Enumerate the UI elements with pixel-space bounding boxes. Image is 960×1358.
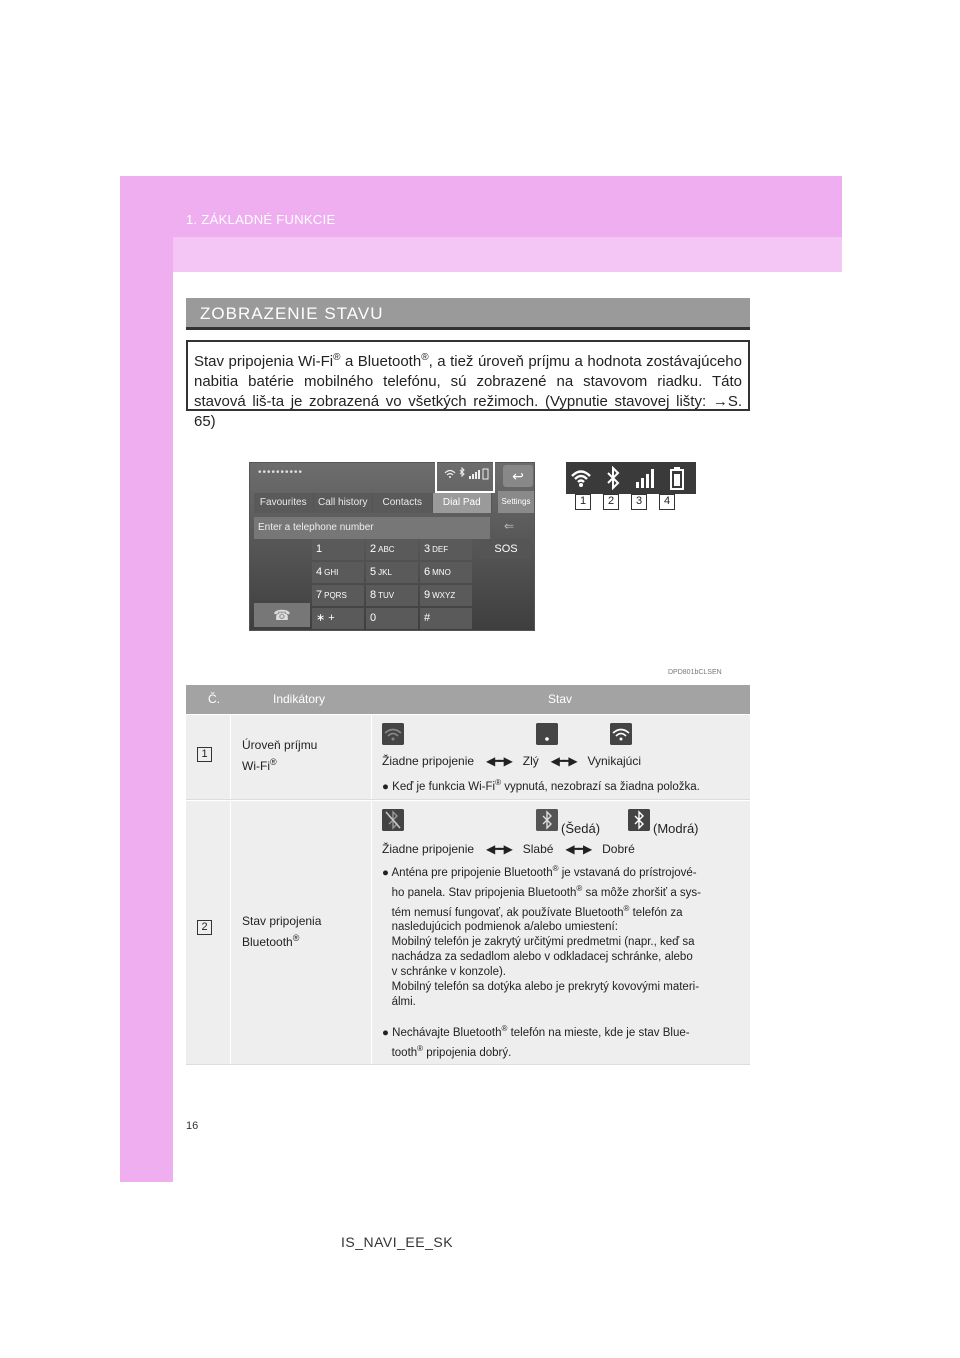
key-digit: 4: [316, 566, 323, 578]
intro-text-2: a Bluetooth: [340, 353, 422, 370]
bluetooth-blue-icon: [628, 809, 650, 831]
key-digit: 9: [424, 589, 431, 601]
back-button[interactable]: ↩: [503, 465, 533, 487]
bluetooth-none-icon: [382, 809, 404, 831]
wifi-weak-icon: [536, 723, 558, 745]
scale-weak: Slabé: [522, 842, 554, 856]
key-letters: GHI: [324, 568, 339, 577]
battery-icon: [666, 466, 688, 490]
key-digit: #: [424, 612, 431, 624]
key-5[interactable]: [366, 562, 418, 583]
reg-mark: ®: [269, 757, 277, 767]
bluetooth-gray-icon: [536, 809, 558, 831]
note-text: vypnutá, nezobrazí sa žiadna položka.: [501, 780, 700, 793]
key-letters: TUV: [378, 591, 395, 600]
wifi-icon: [570, 466, 592, 490]
label-line: Wi-Fi: [242, 759, 270, 773]
scale-none: Žiadne pripojenie: [382, 754, 475, 768]
status-icon-strip: [566, 462, 696, 494]
key-7[interactable]: [312, 585, 364, 606]
double-arrow-icon: ◀━━▶: [550, 754, 576, 768]
note-text: pripojenia dobrý.: [423, 1046, 512, 1059]
scale-weak: Zlý: [522, 754, 539, 768]
column-divider: [230, 801, 231, 1064]
note-text: Nechávajte Bluetooth: [392, 1026, 502, 1039]
reg-mark: ®: [501, 1024, 508, 1033]
sos-button[interactable]: SOS: [480, 539, 532, 559]
bluetooth-scale: [382, 842, 635, 856]
note-text: Anténa pre pripojenie Bluetooth: [391, 866, 553, 879]
column-divider: [230, 715, 231, 799]
table-row: [186, 715, 750, 800]
note-text: sa môže zhoršiť a sys-: [582, 886, 701, 899]
indicator-label: [242, 737, 317, 775]
callout-3: 3: [631, 494, 647, 510]
note-text: nachádza za sedadlom alebo v odkladacej schránke, alebo: [391, 951, 693, 964]
key-digit: 0: [370, 612, 377, 624]
screen-tabs: [254, 493, 492, 513]
key-letters: DEF: [432, 545, 449, 554]
section-header: [186, 298, 750, 330]
note-text: álmi.: [391, 996, 416, 1009]
column-divider: [371, 715, 372, 799]
tab-dial-pad[interactable]: Dial Pad: [433, 493, 493, 513]
double-arrow-icon: ◀━━▶: [565, 842, 591, 856]
page-number: 16: [186, 1120, 199, 1132]
note-text: tooth: [391, 1046, 418, 1059]
wifi-excellent-icon: [610, 723, 632, 745]
phone-screen-figure: [249, 462, 535, 631]
note-text: Keď je funkcia Wi-Fi: [392, 780, 496, 793]
label-line: Úroveň príjmu: [242, 738, 318, 752]
note-text: je vstavaná do prístrojové-: [558, 866, 697, 879]
key-9[interactable]: [420, 585, 472, 606]
note-text: Mobilný telefón je zakrytý určitými predmetmi (napr., keď sa: [391, 936, 695, 949]
tag-gray: (Šedá): [561, 821, 601, 836]
table-header: [186, 685, 750, 714]
key-letters: MNO: [432, 568, 451, 577]
key-3[interactable]: [420, 539, 472, 560]
key-digit: 5: [370, 566, 377, 578]
scale-none: Žiadne pripojenie: [382, 842, 475, 856]
key-4[interactable]: [312, 562, 364, 583]
reg-mark: ®: [292, 933, 300, 943]
header-num: Č.: [208, 692, 220, 706]
intro-text-3: , a tiež úroveň príjmu a hodnota zostávajúceho nabitia batérie mobilného telefónu, sú zobrazené na stavovom riadku. Táto stavová liš-ta je zobrazená vo všetkých režimoch. (Vypnutie stavovej lišty: →S. 65): [194, 353, 742, 430]
note-text: nasledujúcich podmienok a/alebo umiestení:: [391, 921, 618, 934]
scale-excellent: Vynikajúci: [587, 754, 642, 768]
chapter-title: 1. ZÁKLADNÉ FUNKCIE: [186, 212, 336, 227]
key-hash[interactable]: [420, 608, 472, 629]
scale-good: Dobré: [602, 842, 635, 856]
key-8[interactable]: [366, 585, 418, 606]
key-letters: PQRS: [324, 591, 347, 600]
label-line: Stav pripojenia: [242, 914, 322, 928]
status-icons: [443, 467, 489, 483]
signal-strength-icon: [634, 466, 656, 490]
table-row: [186, 801, 750, 1065]
key-digit: 2: [370, 543, 377, 555]
call-button[interactable]: ☎: [254, 603, 310, 627]
key-6[interactable]: [420, 562, 472, 583]
key-star[interactable]: [312, 608, 364, 629]
bluetooth-note-2: ● Nechávajte Bluetooth® telefón na mieste, kde je stav Blue- tooth® pripojenia dobrý.: [382, 1024, 690, 1059]
tab-favourites[interactable]: Favourites: [254, 493, 314, 513]
phone-number-input[interactable]: Enter a telephone number: [254, 517, 490, 539]
phone-name-dots: ••••••••••: [258, 467, 304, 478]
callout-2: 2: [603, 494, 619, 510]
callout-1: 1: [575, 494, 591, 510]
status-bar-highlight: [435, 457, 495, 493]
indicator-label: [242, 913, 321, 951]
note-text: ho panela. Stav pripojenia Bluetooth: [391, 886, 577, 899]
double-arrow-icon: ◀━━▶: [485, 842, 511, 856]
note-text: v schránke v konzole).: [391, 966, 507, 979]
reg-mark: ®: [495, 778, 501, 787]
tag-blue: (Modrá): [653, 821, 699, 836]
double-arrow-icon: ◀━━▶: [485, 754, 511, 768]
key-1[interactable]: [312, 539, 364, 560]
key-letters: ABC: [378, 545, 395, 554]
reg-mark: ®: [417, 1043, 424, 1053]
page-side-band: [120, 176, 173, 1182]
row-number: 2: [197, 920, 212, 935]
key-letters: JKL: [378, 568, 392, 577]
row-number: 1: [197, 747, 212, 762]
tab-contacts[interactable]: Contacts: [373, 493, 433, 513]
page-header-inner-band: [173, 237, 842, 272]
header-indicators: Indikátory: [273, 692, 326, 706]
reg-mark: ®: [421, 352, 429, 363]
note-text: telefón na mieste, kde je stav Blue-: [507, 1026, 690, 1039]
reg-mark: ®: [333, 352, 341, 363]
delete-icon[interactable]: ⇐: [504, 519, 515, 533]
key-2[interactable]: [366, 539, 418, 560]
wifi-scale: [382, 754, 641, 768]
reg-mark: ®: [623, 903, 630, 913]
header-state: Stav: [548, 692, 573, 706]
key-digit: 6: [424, 566, 431, 578]
intro-box: [186, 340, 750, 430]
key-digit: 1: [316, 543, 323, 555]
wifi-note: ● Keď je funkcia Wi-Fi® vypnutá, nezobrazí sa žiadna položka.: [382, 778, 700, 793]
key-letters: WXYZ: [432, 591, 456, 600]
bluetooth-icon: [602, 466, 624, 490]
column-divider: [371, 801, 372, 1064]
wifi-none-icon: [382, 723, 404, 745]
figure-code: DPD801bCLSEN: [668, 669, 722, 676]
key-digit: 8: [370, 589, 377, 601]
callout-4: 4: [659, 494, 675, 510]
document-code: IS_NAVI_EE_SK: [341, 1234, 454, 1250]
key-0[interactable]: [366, 608, 418, 629]
reg-mark: ®: [552, 864, 559, 873]
tab-call-history[interactable]: Call history: [314, 493, 374, 513]
note-text: Mobilný telefón sa dotýka alebo je prekrytý kovovými materi-: [391, 981, 700, 994]
key-digit: 7: [316, 589, 323, 601]
section-title: ZOBRAZENIE STAVU: [200, 304, 384, 323]
dial-keypad: [312, 539, 472, 629]
key-digit: ∗ +: [316, 612, 335, 624]
settings-button[interactable]: Settings: [498, 491, 534, 513]
key-digit: 3: [424, 543, 431, 555]
bluetooth-note-1: ● Anténa pre pripojenie Bluetooth® je vstavaná do prístrojové- ho panela. Stav pripojenia Bluetooth® sa môže zhoršiť a sys- tém nemusí fungovať, ak používate Bluetooth® telefón za nasledujúcich podmienok a/alebo umiestení: Mobilný telefón je zakrytý určitými predmetmi (napr., keď sa nachádza za sedadlom alebo v odkladacej schránke, alebo v schránke v konzole). Mobilný telefón sa dotýka alebo je prekrytý kovovými materi- álmi.: [382, 864, 701, 1009]
reg-mark: ®: [576, 883, 583, 893]
note-text: tém nemusí fungovať, ak používate Bluetooth: [391, 906, 624, 919]
intro-text-1: Stav pripojenia Wi-Fi: [194, 353, 334, 370]
note-text: telefón za: [629, 906, 683, 919]
label-line: Bluetooth: [242, 935, 293, 949]
